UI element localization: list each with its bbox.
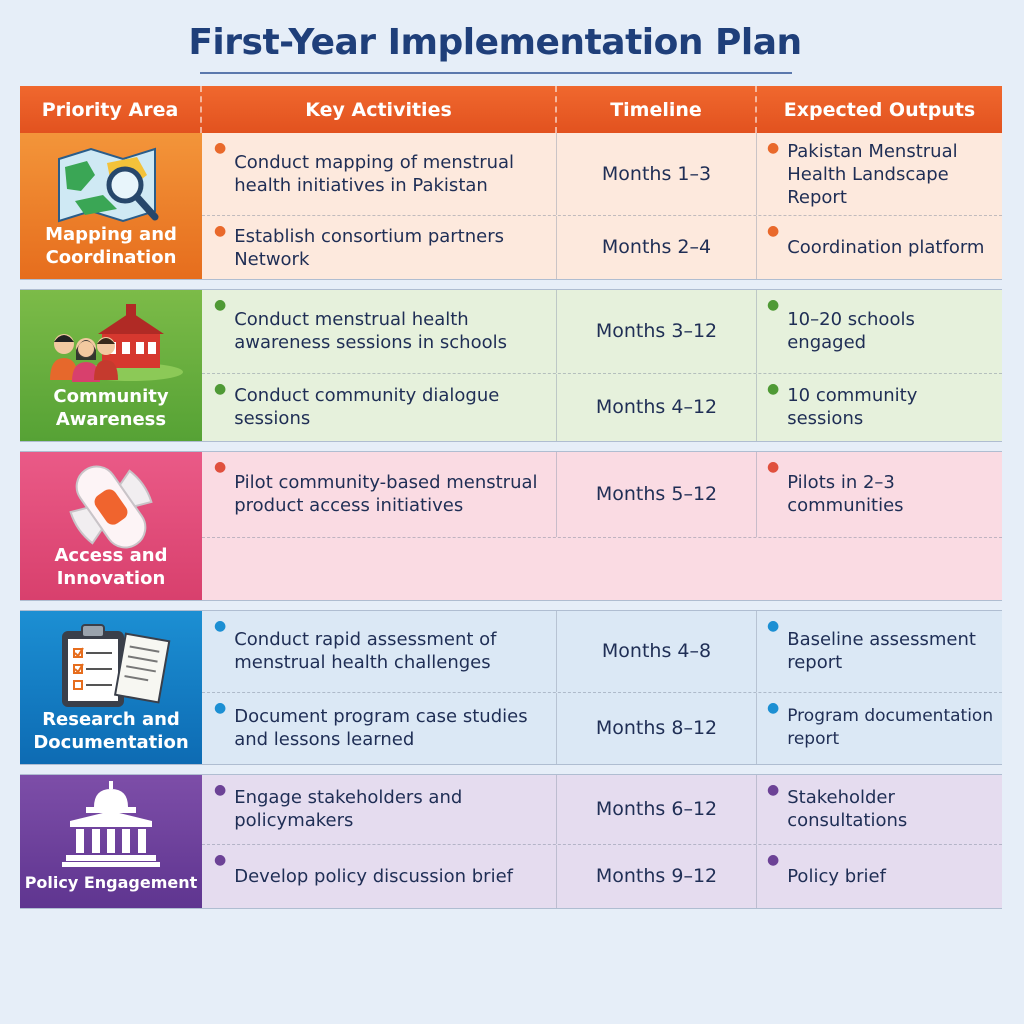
priority-area-label: Research and Documentation bbox=[33, 709, 189, 753]
bullet-icon: ● bbox=[767, 699, 780, 716]
timeline-cell: Months 4–12 bbox=[557, 374, 757, 441]
timeline-cell: Months 9–12 bbox=[557, 845, 757, 908]
priority-area-label: Mapping and Coordination bbox=[45, 224, 177, 268]
header-timeline: Timeline bbox=[557, 86, 757, 133]
header-priority-area: Priority Area bbox=[20, 86, 202, 133]
header-expected-outputs: Expected Outputs bbox=[783, 98, 976, 121]
activity-cell: ● Conduct rapid assessment of menstrual health challenges bbox=[202, 611, 557, 692]
output-cell: ● 10 community sessions bbox=[757, 374, 1002, 441]
bullet-icon: ● bbox=[214, 782, 227, 798]
bullet-icon: ● bbox=[214, 297, 227, 313]
table-row bbox=[202, 215, 1002, 279]
bullet-icon: ● bbox=[214, 851, 227, 868]
bullet-icon: ● bbox=[214, 459, 227, 475]
bullet-icon: ● bbox=[767, 223, 780, 240]
bullet-icon: ● bbox=[767, 140, 780, 156]
bullet-icon: ● bbox=[214, 223, 227, 240]
page-title: First-Year Implementation Plan bbox=[188, 22, 802, 63]
bullet-icon: ● bbox=[767, 459, 780, 475]
priority-area-label: Policy Engagement bbox=[24, 873, 198, 892]
bullet-icon: ● bbox=[214, 140, 227, 156]
priority-area-label: Community Awareness bbox=[53, 386, 169, 430]
table-row bbox=[202, 844, 1002, 908]
table-row bbox=[202, 692, 1002, 764]
output-cell: ● Pakistan Menstrual Health Landscape Report bbox=[757, 133, 1002, 215]
activity-cell: ● Conduct community dialogue sessions bbox=[202, 374, 557, 441]
bullet-icon: ● bbox=[767, 297, 780, 313]
priority-area-cell bbox=[20, 452, 202, 600]
timeline-cell: Months 8–12 bbox=[557, 693, 757, 764]
bullet-icon: ● bbox=[767, 782, 780, 798]
timeline-cell: Months 4–8 bbox=[557, 611, 757, 692]
group-mapping-coordination bbox=[20, 133, 1002, 280]
group-access-innovation bbox=[20, 451, 1002, 601]
table-row bbox=[202, 373, 1002, 441]
table-header bbox=[20, 86, 1002, 133]
group-community-awareness bbox=[20, 289, 1002, 442]
output-cell: ● Stakeholder consultations bbox=[757, 775, 1002, 844]
table-row bbox=[202, 452, 1002, 537]
table-row bbox=[202, 611, 1002, 692]
government-building-icon bbox=[20, 781, 202, 867]
activity-cell: ● Document program case studies and lessons learned bbox=[202, 693, 557, 764]
timeline-cell: Months 3–12 bbox=[557, 290, 757, 373]
table-row bbox=[202, 290, 1002, 373]
timeline-cell: Months 6–12 bbox=[557, 775, 757, 844]
clipboard-document-icon bbox=[20, 621, 202, 711]
output-cell: ● Coordination platform bbox=[757, 216, 1002, 279]
timeline-cell: Months 2–4 bbox=[557, 216, 757, 279]
priority-area-cell bbox=[20, 775, 202, 908]
activity-cell: ● Engage stakeholders and policymakers bbox=[202, 775, 557, 844]
title-underline bbox=[200, 72, 792, 74]
bullet-icon: ● bbox=[214, 699, 227, 716]
implementation-table bbox=[20, 86, 1002, 909]
bullet-icon: ● bbox=[214, 380, 227, 397]
group-rows bbox=[202, 133, 1002, 279]
output-cell: ● Policy brief bbox=[757, 845, 1002, 908]
timeline-cell: Months 5–12 bbox=[557, 452, 757, 537]
table-row bbox=[202, 133, 1002, 215]
community-school-icon bbox=[20, 300, 202, 390]
priority-area-cell bbox=[20, 133, 202, 279]
map-search-icon bbox=[20, 143, 202, 233]
table-row-empty bbox=[202, 537, 1002, 600]
bullet-icon: ● bbox=[767, 618, 780, 634]
group-research-documentation bbox=[20, 610, 1002, 765]
activity-cell: ● Conduct mapping of menstrual health initiatives in Pakistan bbox=[202, 133, 557, 215]
group-rows bbox=[202, 290, 1002, 441]
sanitary-pad-icon bbox=[20, 462, 202, 552]
header-key-activities: Key Activities bbox=[202, 86, 557, 133]
bullet-icon: ● bbox=[767, 851, 780, 868]
activity-cell: ● Pilot community-based menstrual product access initiatives bbox=[202, 452, 557, 537]
priority-area-cell bbox=[20, 611, 202, 764]
table-row bbox=[202, 775, 1002, 844]
activity-cell: ● Conduct menstrual health awareness sessions in schools bbox=[202, 290, 557, 373]
group-rows bbox=[202, 611, 1002, 764]
activity-cell: ● Establish consortium partners Network bbox=[202, 216, 557, 279]
group-rows bbox=[202, 775, 1002, 908]
priority-area-cell bbox=[20, 290, 202, 441]
group-policy-engagement bbox=[20, 774, 1002, 909]
priority-area-label: Access and Innovation bbox=[54, 545, 168, 589]
timeline-cell: Months 1–3 bbox=[557, 133, 757, 215]
output-cell: ● Program documentation report bbox=[757, 693, 1002, 764]
group-rows bbox=[202, 452, 1002, 600]
output-cell: ● Pilots in 2–3 communities bbox=[757, 452, 1002, 537]
output-cell: ● 10–20 schools engaged bbox=[757, 290, 1002, 373]
bullet-icon: ● bbox=[214, 618, 227, 634]
bullet-icon: ● bbox=[767, 380, 780, 397]
activity-cell: ● Develop policy discussion brief bbox=[202, 845, 557, 908]
output-cell: ● Baseline assessment report bbox=[757, 611, 1002, 692]
